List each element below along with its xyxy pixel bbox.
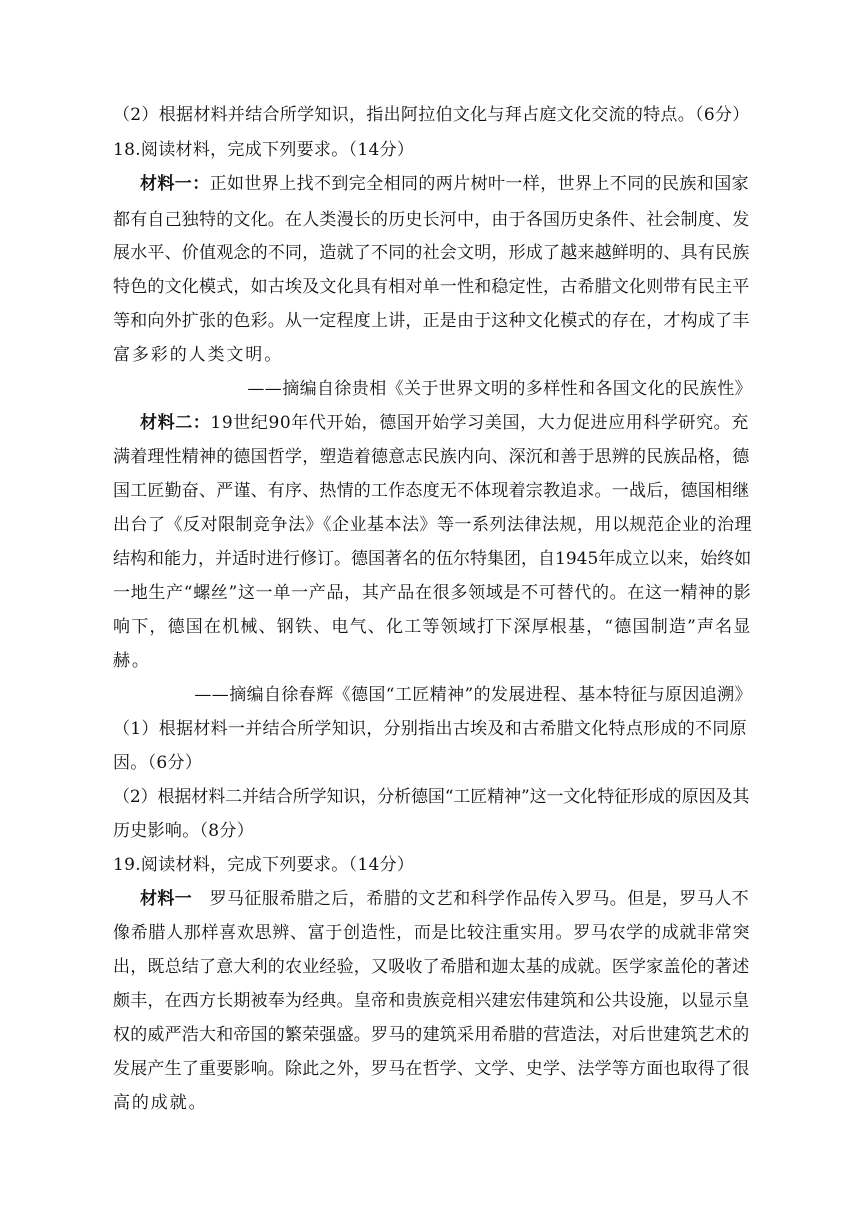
- q18-material1-first-line: 材料一：正如世界上找不到完全相同的两片树叶一样，世界上不同的民族和国家: [140, 174, 750, 194]
- q18-material2-line: 一地生产“螺丝”这一单一产品，其产品在很多领域是不可替代的。在这一精神的影: [113, 583, 752, 603]
- q17-sub2: （2）根据材料并结合所学知识，指出阿拉伯文化与拜占庭文化交流的特点。（6分）: [113, 105, 750, 125]
- q18-material2-line: 赫。: [113, 651, 151, 671]
- q19-material1-line: 出，既总结了意大利的农业经验，又吸收了希腊和迦太基的成就。医学家盖伦的著述: [113, 957, 750, 977]
- q18-material2-line: 满着理性精神的德国哲学，塑造着德意志民族内向、深沉和善于思辨的民族品格，德: [113, 447, 750, 467]
- q18-material1-line: 特色的文化模式，如古埃及文化具有相对单一性和稳定性，古希腊文化则带有民主平: [113, 277, 750, 297]
- q18-heading: 18.阅读材料，完成下列要求。（14分）: [113, 140, 415, 160]
- q19-material1-first-line: 材料一 罗马征服希腊之后，希腊的文艺和科学作品传入罗马。但是，罗马人不: [140, 889, 750, 909]
- q19-material1-line: 颇丰，在西方长期被奉为经典。皇帝和贵族竞相兴建宏伟建筑和公共设施，以显示皇: [113, 991, 750, 1011]
- q19-material1-line: 高的成就。: [113, 1093, 208, 1113]
- q18-material2-source: ——摘编自徐春辉《德国“工匠精神”的发展进程、基本特征与原因追溯》: [194, 685, 752, 705]
- q18-material2-first-line: 材料二：19世纪90年代开始，德国开始学习美国，大力促进应用科学研究。充: [140, 413, 749, 433]
- q18-material2-line: 结构和能力，并适时进行修订。德国著名的伍尔特集团，自1945年成立以来，始终如: [113, 549, 752, 569]
- q18-sub1-line: 因。（6分）: [113, 753, 203, 773]
- q18-sub1-line: （1）根据材料一并结合所学知识，分别指出古埃及和古希腊文化特点形成的不同原: [113, 719, 747, 739]
- q19-material1-line: 像希腊人那样喜欢思辨、富于创造性，而是比较注重实用。罗马农学的成就非常突: [113, 923, 751, 943]
- q18-material2-label: 材料二：: [140, 413, 211, 433]
- q18-sub2-line: 历史影响。（8分）: [113, 821, 255, 841]
- q18-material1-line: 展水平、价值观念的不同，造就了不同的社会文明，形成了越来越鲜明的、具有民族: [113, 243, 750, 263]
- q19-material1-line: 发展产生了重要影响。除此之外，罗马在哲学、文学、史学、法学等方面也取得了很: [113, 1059, 750, 1079]
- q18-material2-line: 出台了《反对限制竞争法》《企业基本法》等一系列法律法规，用以规范企业的治理: [113, 515, 752, 535]
- q18-sub2-line: （2）根据材料二并结合所学知识，分析德国“工匠精神”这一文化特征形成的原因及其: [113, 787, 750, 807]
- q18-material2-line: 响下，德国在机械、钢铁、电气、化工等领域打下深厚根基，“德国制造”声名显: [113, 617, 752, 637]
- q18-material1-source: ——摘编自徐贵相《关于世界文明的多样性和各国文化的民族性》: [247, 379, 752, 399]
- q18-material1-line: 都有自己独特的文化。在人类漫长的历史长河中，由于各国历史条件、社会制度、发: [113, 210, 750, 230]
- q19-material1-label: 材料一: [140, 889, 193, 909]
- q19-material1-line: 权的威严浩大和帝国的繁荣强盛。罗马的建筑采用希腊的营造法，对后世建筑艺术的: [113, 1025, 750, 1045]
- q18-material1-label: 材料一：: [140, 174, 210, 194]
- q18-material2-line: 国工匠勤奋、严谨、有序、热情的工作态度无不体现着宗教追求。一战后，德国相继: [113, 481, 750, 501]
- q18-material1-line: 富多彩的人类文明。: [113, 345, 284, 365]
- q18-material1-line: 等和向外扩张的色彩。从一定程度上讲，正是由于这种文化模式的存在，才构成了丰: [113, 311, 750, 331]
- q19-heading: 19.阅读材料，完成下列要求。（14分）: [113, 855, 415, 875]
